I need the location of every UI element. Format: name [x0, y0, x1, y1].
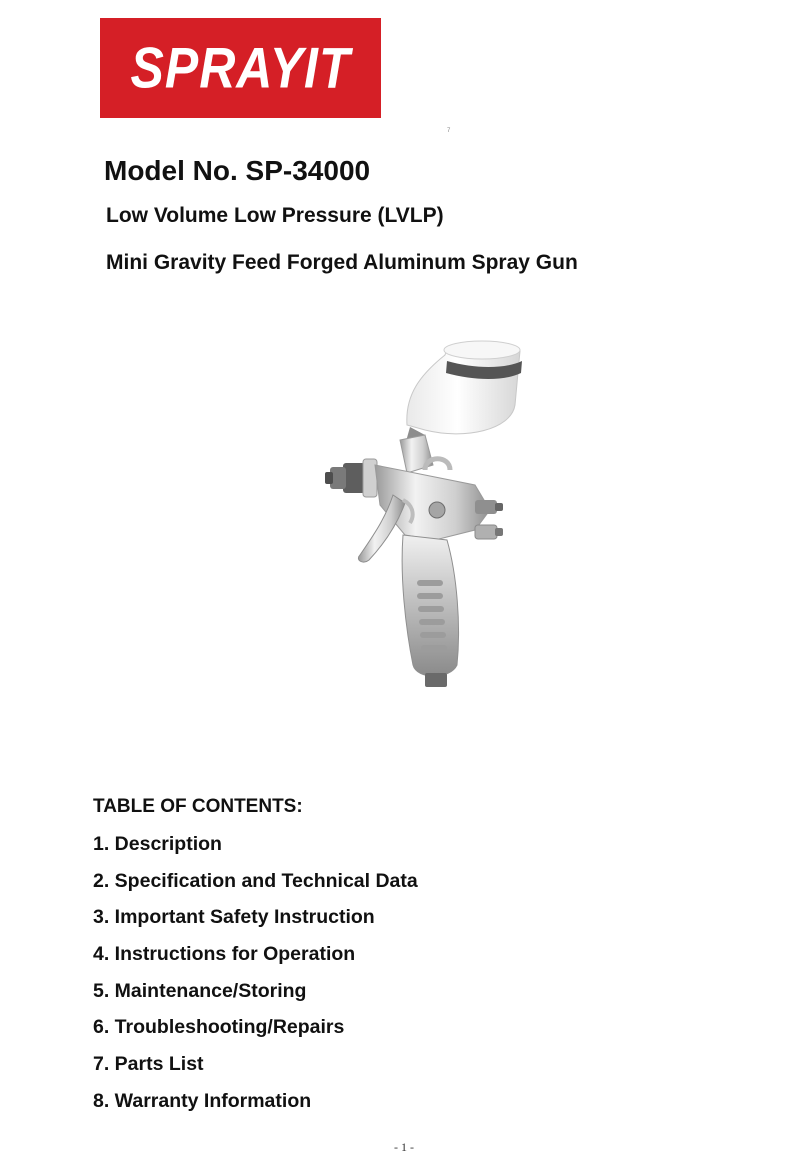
- toc-item-specification: 2. Specification and Technical Data: [93, 869, 418, 892]
- subtitle-lvlp: Low Volume Low Pressure (LVLP): [106, 204, 444, 227]
- toc-item-troubleshooting: 6. Troubleshooting/Repairs: [93, 1016, 345, 1039]
- toc-list: [93, 831, 418, 1125]
- model-number-title: Model No. SP-34000: [104, 155, 371, 186]
- toc-heading: TABLE OF CONTENTS:: [93, 796, 303, 817]
- toc-item-maintenance: 5. Maintenance/Storing: [93, 979, 307, 1002]
- spray-gun-image: [325, 335, 530, 690]
- toc-item-description: 1. Description: [93, 833, 222, 855]
- toc-item-operation: 4. Instructions for Operation: [93, 943, 356, 966]
- toc-item-parts-list: 7. Parts List: [93, 1053, 204, 1076]
- tiny-mark: 7: [447, 128, 451, 134]
- page-number: - 1 -: [394, 1140, 414, 1154]
- subtitle-product-description: Mini Gravity Feed Forged Aluminum Spray Gun: [106, 251, 578, 274]
- logo-text: SPRAYIT: [130, 35, 351, 101]
- toc-item-safety: 3. Important Safety Instruction: [93, 906, 375, 929]
- toc-item-warranty: 8. Warranty Information: [93, 1089, 312, 1112]
- brand-logo: [100, 18, 381, 118]
